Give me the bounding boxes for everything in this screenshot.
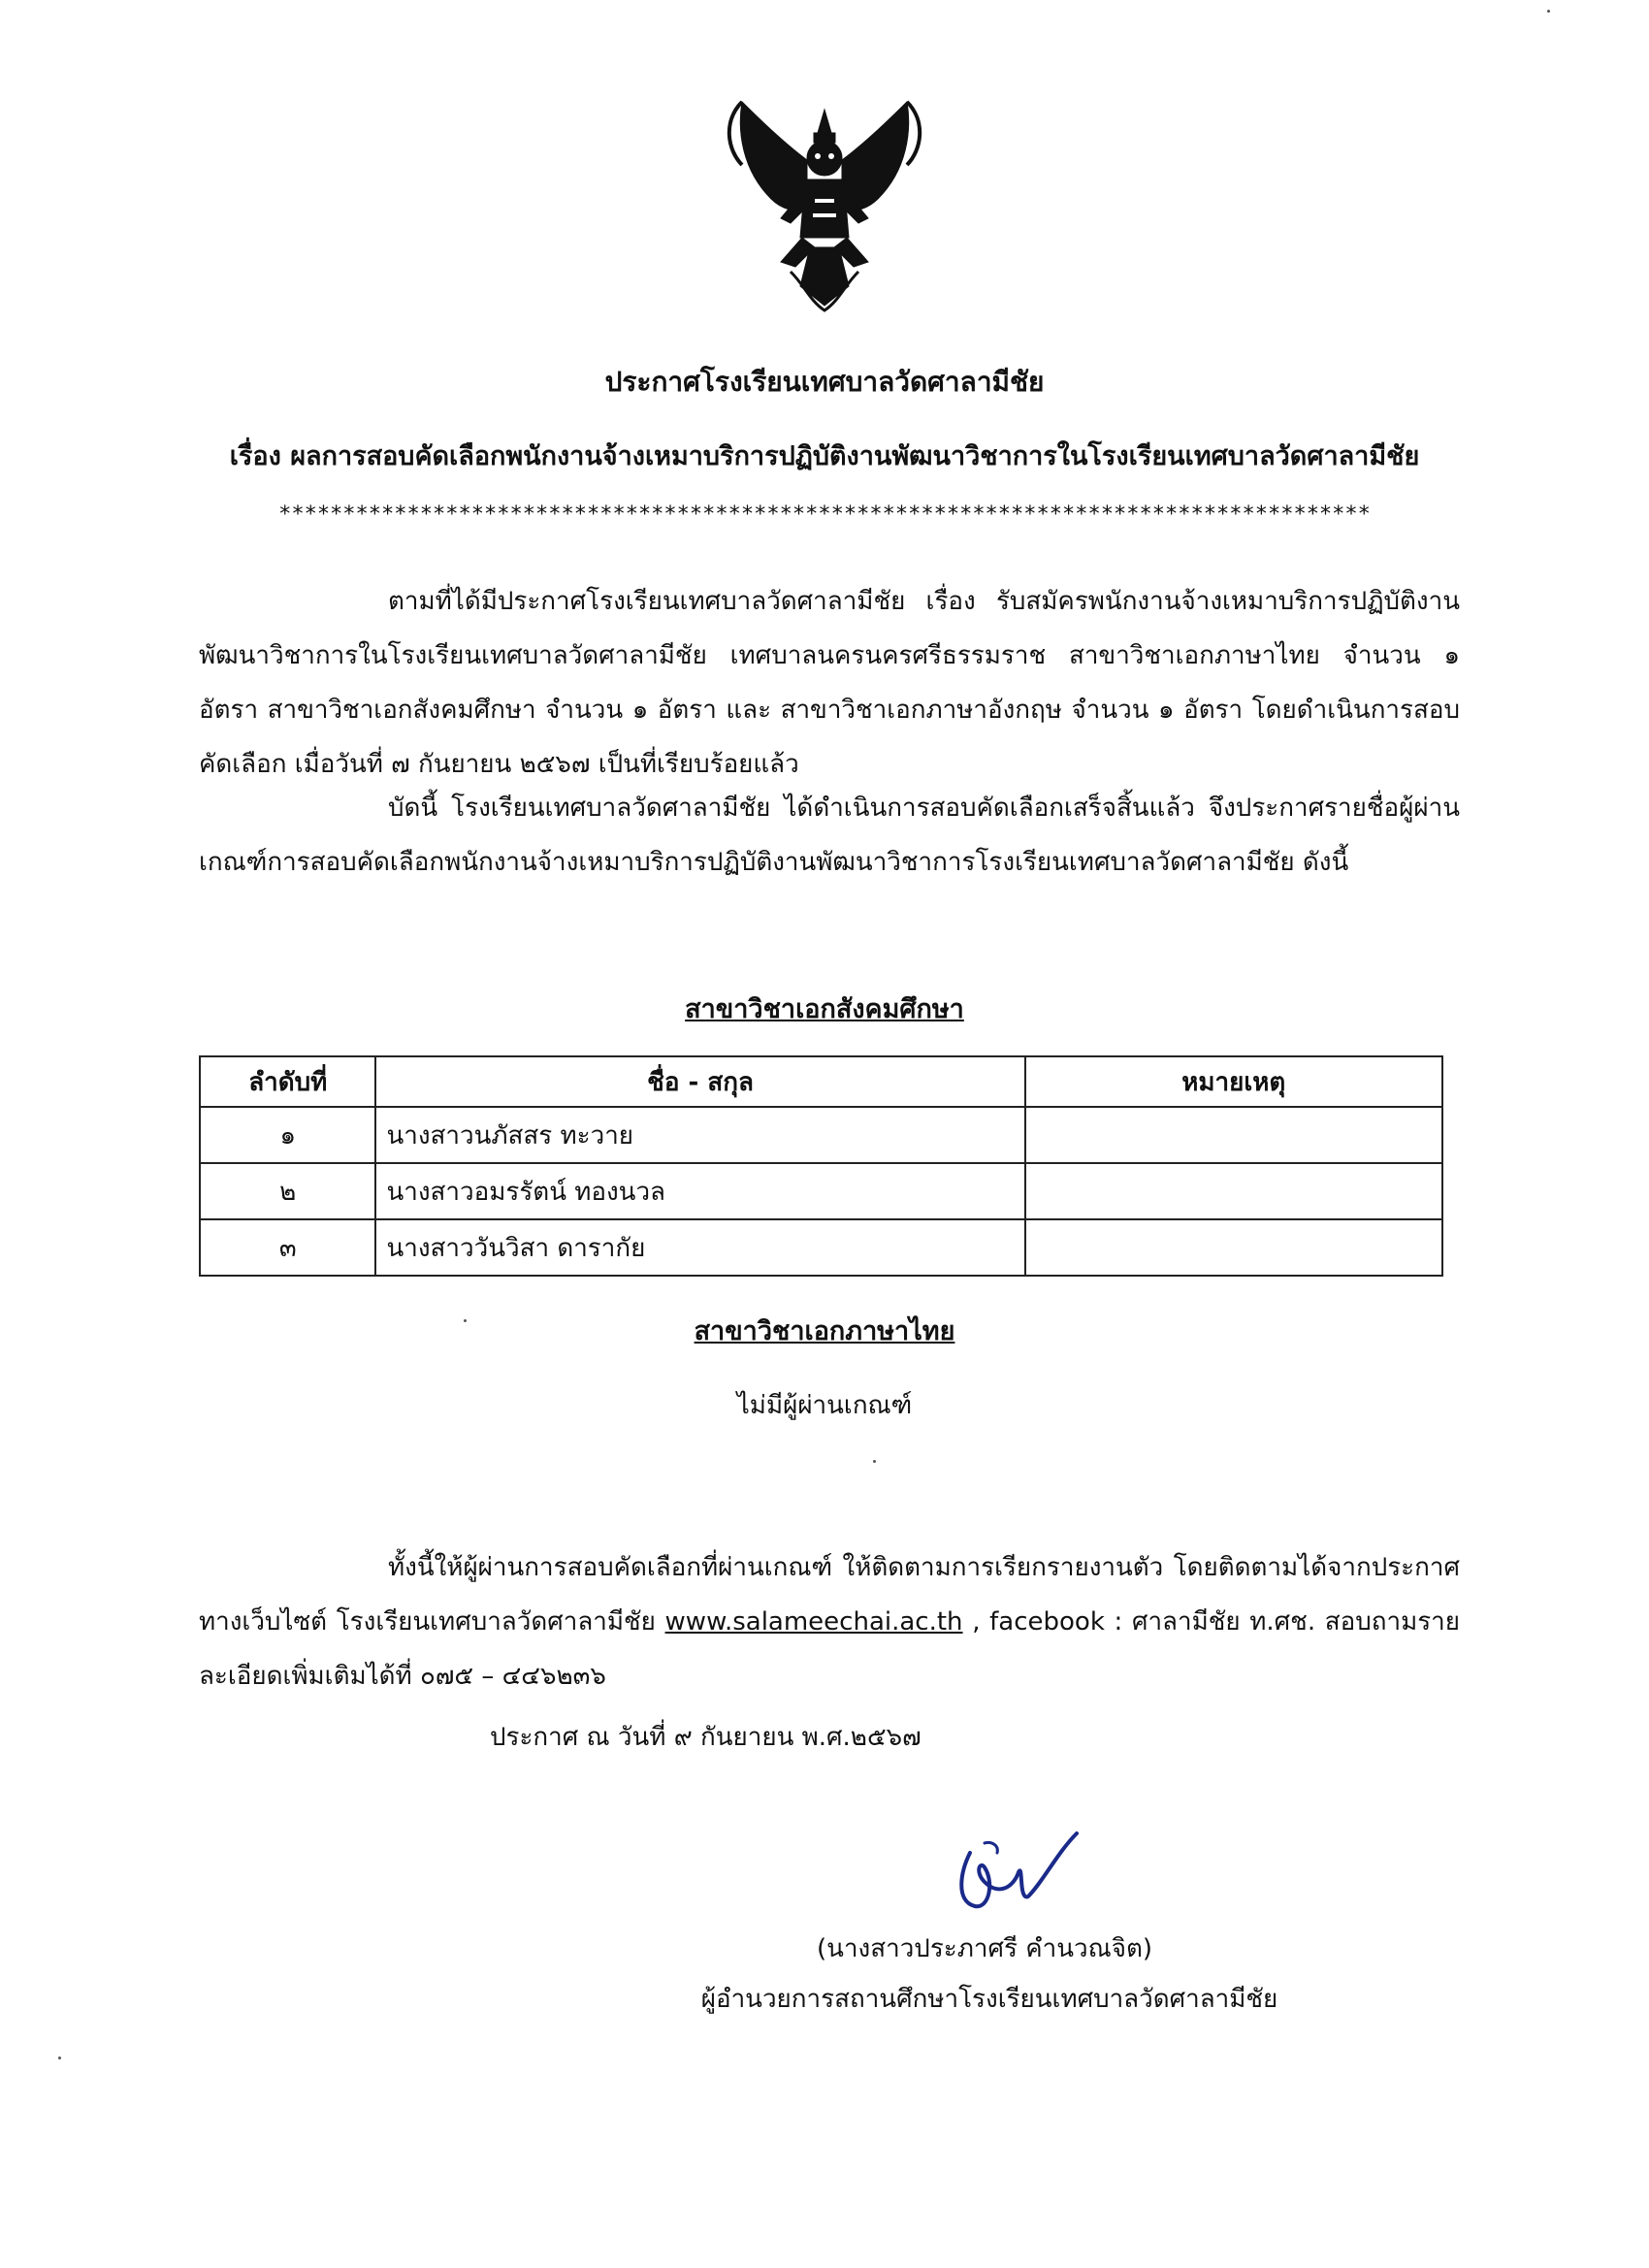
signer-title: ผู้อำนวยการสถานศึกษาโรงเรียนเทศบาลวัดศาลามีชัย xyxy=(700,1985,1278,2014)
column-header-name: ชื่อ - สกุล xyxy=(375,1056,1024,1107)
scan-speck xyxy=(464,1319,467,1322)
scan-speck xyxy=(1547,10,1550,13)
section-heading-social-studies xyxy=(0,988,1649,1029)
section-heading-text: สาขาวิชาเอกสังคมศึกษา xyxy=(685,994,964,1024)
row-note xyxy=(1025,1163,1442,1219)
closing-text-start: ทั้งนี้ให้ผู้ผ่านการสอบคัดเลือกที่ผ่านเกณฑ์ ให้ติดตามการเรียกรายงานตัว โดยติดตามได้จากประกาศทางเว็บไซต์ โรงเรียนเทศบาลวัดศาลามีชัย xyxy=(199,1553,1460,1636)
row-name: นางสาววันวิสา ดารากัย xyxy=(375,1219,1024,1276)
row-order: ๑ xyxy=(200,1107,375,1163)
table-row xyxy=(200,1163,1442,1219)
row-order: ๒ xyxy=(200,1163,375,1219)
column-header-order: ลำดับที่ xyxy=(200,1056,375,1107)
signer-name: (นางสาวประภาศรี คำนวณจิต) xyxy=(817,1934,1152,1963)
row-name: นางสาวอมรรัตน์ ทองนวล xyxy=(375,1163,1024,1219)
scan-speck xyxy=(873,1460,876,1463)
star-divider: ************************************************************************************* xyxy=(278,502,1371,527)
row-order: ๓ xyxy=(200,1219,375,1276)
table-row xyxy=(200,1219,1442,1276)
row-note xyxy=(1025,1219,1442,1276)
announcement-title: ประกาศโรงเรียนเทศบาลวัดศาลามีชัย xyxy=(604,366,1045,398)
announcement-subject: เรื่อง ผลการสอบคัดเลือกพนักงานจ้างเหมาบริการปฏิบัติงานพัฒนาวิชาการในโรงเรียนเทศบาลวัดศาลามีชัย xyxy=(229,441,1420,471)
no-candidates-text: ไม่มีผู้ผ่านเกณฑ์ xyxy=(736,1391,913,1420)
scan-speck xyxy=(58,2057,61,2059)
section-heading-text: สาขาวิชาเอกภาษาไทย xyxy=(694,1316,955,1346)
table-header-row xyxy=(200,1056,1442,1107)
results-table xyxy=(199,1055,1443,1277)
closing-paragraph xyxy=(199,1540,1460,1703)
section-heading-thai xyxy=(0,1310,1649,1351)
intro-paragraph: ตามที่ได้มีประกาศโรงเรียนเทศบาลวัดศาลามีชัย เรื่อง รับสมัครพนักงานจ้างเหมาบริการปฏิบัติงานพัฒนาวิชาการในโรงเรียนเทศบาลวัดศาลามีชัย เทศบาลนครนครศรีธรรมราช สาขาวิชาเอกภาษาไทย จำนวน ๑ อัตรา สาขาวิชาเอกสังคมศึกษา จำนวน ๑ อัตรา และ สาขาวิชาเอกภาษาอังกฤษ จำนวน ๑ อัตรา โดยดำเนินการสอบคัดเลือก เมื่อวันที่ ๗ กันยายน ๒๕๖๗ เป็นที่เรียบร้อยแล้ว xyxy=(199,587,1460,779)
website-link[interactable]: www.salameechai.ac.th xyxy=(664,1607,963,1636)
closing-text-end: , facebook : ศาลามีชัย ท.ศช. สอบถามรายละเอียดเพิ่มเติมได้ที่ ๐๗๕ – ๔๔๖๒๓๖ xyxy=(199,1607,1461,1691)
garuda-emblem-icon xyxy=(713,92,936,315)
row-name: นางสาวนภัสสร ทะวาย xyxy=(375,1107,1024,1163)
announcement-date: ประกาศ ณ วันที่ ๙ กันยายน พ.ศ.๒๕๖๗ xyxy=(490,1723,922,1752)
handwritten-signature xyxy=(931,1824,1086,1930)
column-header-note: หมายเหตุ xyxy=(1025,1056,1442,1107)
announcement-paragraph: บัดนี้ โรงเรียนเทศบาลวัดศาลามีชัย ได้ดำเนินการสอบคัดเลือกเสร็จสิ้นแล้ว จึงประกาศรายชื่อผู้ผ่านเกณฑ์การสอบคัดเลือกพนักงานจ้างเหมาบริการปฏิบัติงานพัฒนาวิชาการโรงเรียนเทศบาลวัดศาลามีชัย ดังนี้ xyxy=(199,794,1460,877)
table-row xyxy=(200,1107,1442,1163)
row-note xyxy=(1025,1107,1442,1163)
